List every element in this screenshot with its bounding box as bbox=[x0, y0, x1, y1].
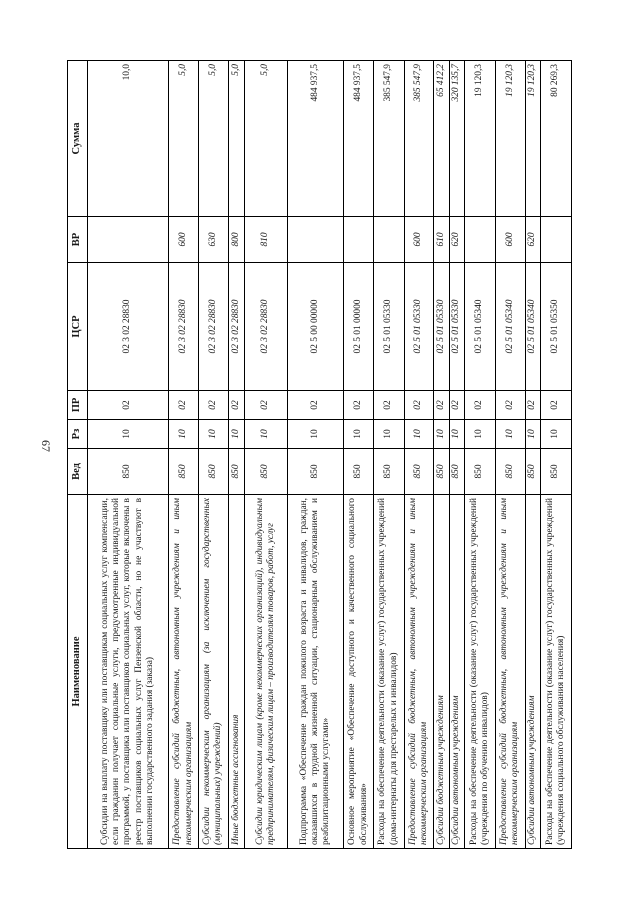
row-vr bbox=[344, 217, 374, 263]
row-csr: 02 5 01 05340 bbox=[465, 263, 496, 391]
table-row bbox=[288, 61, 344, 849]
row-ved: 850 bbox=[199, 449, 229, 495]
row-rz: 10 bbox=[245, 420, 288, 449]
row-vr: 610 bbox=[434, 217, 449, 263]
row-pr: 02 bbox=[344, 391, 374, 420]
row-sum: 19 120,3 bbox=[465, 61, 496, 217]
row-vr bbox=[373, 217, 404, 263]
row-rz: 10 bbox=[404, 420, 434, 449]
table-row bbox=[373, 61, 404, 849]
row-sum: 5,0 bbox=[245, 61, 288, 217]
row-name: Иные бюджетные ассигнования bbox=[228, 495, 245, 849]
header-rz: Рз bbox=[68, 420, 88, 449]
row-csr: 02 5 01 05330 bbox=[373, 263, 404, 391]
row-csr: 02 3 02 28830 bbox=[169, 263, 199, 391]
row-name: Субсидии юридическим лицам (кроме некоммерческих организаций), индивидуальным предпринимателям, физическим лицам – производителям товаров, работ, услуг bbox=[245, 495, 288, 849]
row-vr bbox=[541, 217, 572, 263]
row-pr: 02 bbox=[199, 391, 229, 420]
row-csr: 02 3 02 28830 bbox=[245, 263, 288, 391]
row-csr: 02 5 01 00000 bbox=[344, 263, 374, 391]
table-row bbox=[245, 61, 288, 849]
table-row bbox=[344, 61, 374, 849]
row-vr: 620 bbox=[525, 217, 540, 263]
row-name: Предоставление субсидий бюджетным, автономным учреждениям и иным некоммерческим организациям bbox=[169, 495, 199, 849]
row-ved: 850 bbox=[344, 449, 374, 495]
row-name: Основное мероприятие «Обеспечение доступного и качественного социального обслуживания» bbox=[344, 495, 374, 849]
table-row bbox=[88, 61, 169, 849]
row-vr: 630 bbox=[199, 217, 229, 263]
header-name: Наименование bbox=[68, 495, 88, 849]
row-pr: 02 bbox=[288, 391, 344, 420]
row-name: Предоставление субсидий бюджетным, автономным учреждениям и иным некоммерческим организациям bbox=[404, 495, 434, 849]
header-csr: ЦСР bbox=[68, 263, 88, 391]
table-row bbox=[465, 61, 496, 849]
header-vr: ВР bbox=[68, 217, 88, 263]
row-name: Подпрограмма «Обеспечение граждан пожилого возраста и инвалидов, граждан, оказавшихся в трудной жизненной ситуации, стационарным обслуживанием и реабилитационными услугами» bbox=[288, 495, 344, 849]
row-rz: 10 bbox=[541, 420, 572, 449]
table-row bbox=[434, 61, 449, 849]
table-row bbox=[169, 61, 199, 849]
row-csr: 02 5 01 05350 bbox=[541, 263, 572, 391]
row-name: Расходы на обеспечение деятельности (оказание услуг) государственных учреждений (дома-интернаты для престарелых и инвалидов) bbox=[373, 495, 404, 849]
row-sum: 385 547,9 bbox=[373, 61, 404, 217]
row-ved: 850 bbox=[169, 449, 199, 495]
table-row bbox=[199, 61, 229, 849]
table-row bbox=[449, 61, 464, 849]
row-name: Расходы на обеспечение деятельности (оказание услуг) государственных учреждений (учреждения социального обслуживания населения) bbox=[541, 495, 572, 849]
row-csr: 02 3 02 28830 bbox=[88, 263, 169, 391]
row-ved: 850 bbox=[449, 449, 464, 495]
row-sum: 80 269,3 bbox=[541, 61, 572, 217]
row-csr: 02 5 01 05340 bbox=[525, 263, 540, 391]
row-rz: 10 bbox=[228, 420, 245, 449]
row-ved: 850 bbox=[373, 449, 404, 495]
row-ved: 850 bbox=[88, 449, 169, 495]
row-pr: 02 bbox=[88, 391, 169, 420]
row-rz: 10 bbox=[88, 420, 169, 449]
row-name: Субсидии автономным учреждениям bbox=[525, 495, 540, 849]
page-number: 67 bbox=[39, 440, 53, 452]
row-ved: 850 bbox=[228, 449, 245, 495]
row-vr: 600 bbox=[496, 217, 526, 263]
table-row bbox=[525, 61, 540, 849]
row-rz: 10 bbox=[496, 420, 526, 449]
row-ved: 850 bbox=[496, 449, 526, 495]
header-ved: Вед bbox=[68, 449, 88, 495]
row-pr: 02 bbox=[541, 391, 572, 420]
row-vr: 600 bbox=[169, 217, 199, 263]
row-rz: 10 bbox=[344, 420, 374, 449]
row-pr: 02 bbox=[404, 391, 434, 420]
row-ved: 850 bbox=[245, 449, 288, 495]
row-name: Субсидии автономным учреждениям bbox=[449, 495, 464, 849]
row-sum: 484 937,5 bbox=[344, 61, 374, 217]
row-vr bbox=[465, 217, 496, 263]
row-csr: 02 3 02 28830 bbox=[199, 263, 229, 391]
row-rz: 10 bbox=[373, 420, 404, 449]
row-sum: 484 937,5 bbox=[288, 61, 344, 217]
row-sum: 320 135,7 bbox=[449, 61, 464, 217]
row-sum: 5,0 bbox=[169, 61, 199, 217]
table-row bbox=[496, 61, 526, 849]
row-rz: 10 bbox=[449, 420, 464, 449]
row-name: Расходы на обеспечение деятельности (оказание услуг) государственных учреждений (учреждения по обучению инвалидов) bbox=[465, 495, 496, 849]
table-row bbox=[541, 61, 572, 849]
row-ved: 850 bbox=[404, 449, 434, 495]
row-rz: 10 bbox=[525, 420, 540, 449]
row-name: Субсидии некоммерческим организациям (за исключением государственных (муниципальных) учреждений) bbox=[199, 495, 229, 849]
row-pr: 02 bbox=[373, 391, 404, 420]
row-vr: 800 bbox=[228, 217, 245, 263]
row-rz: 10 bbox=[199, 420, 229, 449]
row-sum: 19 120,3 bbox=[525, 61, 540, 217]
table-header-row bbox=[68, 61, 88, 849]
table-row bbox=[404, 61, 434, 849]
row-sum: 5,0 bbox=[228, 61, 245, 217]
row-sum: 65 412,2 bbox=[434, 61, 449, 217]
header-pr: ПР bbox=[68, 391, 88, 420]
row-vr bbox=[288, 217, 344, 263]
row-csr: 02 5 00 00000 bbox=[288, 263, 344, 391]
row-vr: 810 bbox=[245, 217, 288, 263]
row-sum: 19 120,3 bbox=[496, 61, 526, 217]
row-sum: 5,0 bbox=[199, 61, 229, 217]
row-csr: 02 5 01 05340 bbox=[496, 263, 526, 391]
row-name: Субсидии на выплату поставщику или поставщикам социальных услуг компенсации, если гражданин получает социальные услуги, предусмотренные индивидуальной программой, у поставщика или поставщиков социальных услуг, которые включены в реестр поставщиков социальных услуг Пензенской области, но не участвуют в выполнении государственного задания (заказа) bbox=[88, 495, 169, 849]
row-pr: 02 bbox=[169, 391, 199, 420]
row-sum: 385 547,9 bbox=[404, 61, 434, 217]
row-ved: 850 bbox=[541, 449, 572, 495]
row-ved: 850 bbox=[465, 449, 496, 495]
row-ved: 850 bbox=[434, 449, 449, 495]
row-sum: 10,0 bbox=[88, 61, 169, 217]
row-name: Субсидии бюджетным учреждениям bbox=[434, 495, 449, 849]
table-row bbox=[228, 61, 245, 849]
row-name: Предоставление субсидий бюджетным, автономным учреждениям и иным некоммерческим организациям bbox=[496, 495, 526, 849]
row-pr: 02 bbox=[465, 391, 496, 420]
row-pr: 02 bbox=[449, 391, 464, 420]
row-ved: 850 bbox=[525, 449, 540, 495]
row-rz: 10 bbox=[288, 420, 344, 449]
row-vr: 600 bbox=[404, 217, 434, 263]
budget-table bbox=[67, 60, 572, 849]
row-csr: 02 5 01 05330 bbox=[434, 263, 449, 391]
row-pr: 02 bbox=[245, 391, 288, 420]
row-rz: 10 bbox=[434, 420, 449, 449]
row-pr: 02 bbox=[434, 391, 449, 420]
row-rz: 10 bbox=[465, 420, 496, 449]
row-csr: 02 3 02 28830 bbox=[228, 263, 245, 391]
row-csr: 02 5 01 05330 bbox=[449, 263, 464, 391]
row-ved: 850 bbox=[288, 449, 344, 495]
row-pr: 02 bbox=[496, 391, 526, 420]
row-pr: 02 bbox=[228, 391, 245, 420]
row-csr: 02 5 01 05330 bbox=[404, 263, 434, 391]
row-rz: 10 bbox=[169, 420, 199, 449]
row-vr: 620 bbox=[449, 217, 464, 263]
row-pr: 02 bbox=[525, 391, 540, 420]
rotated-page-content bbox=[67, 61, 572, 849]
row-vr bbox=[88, 217, 169, 263]
header-sum: Сумма bbox=[68, 61, 88, 217]
